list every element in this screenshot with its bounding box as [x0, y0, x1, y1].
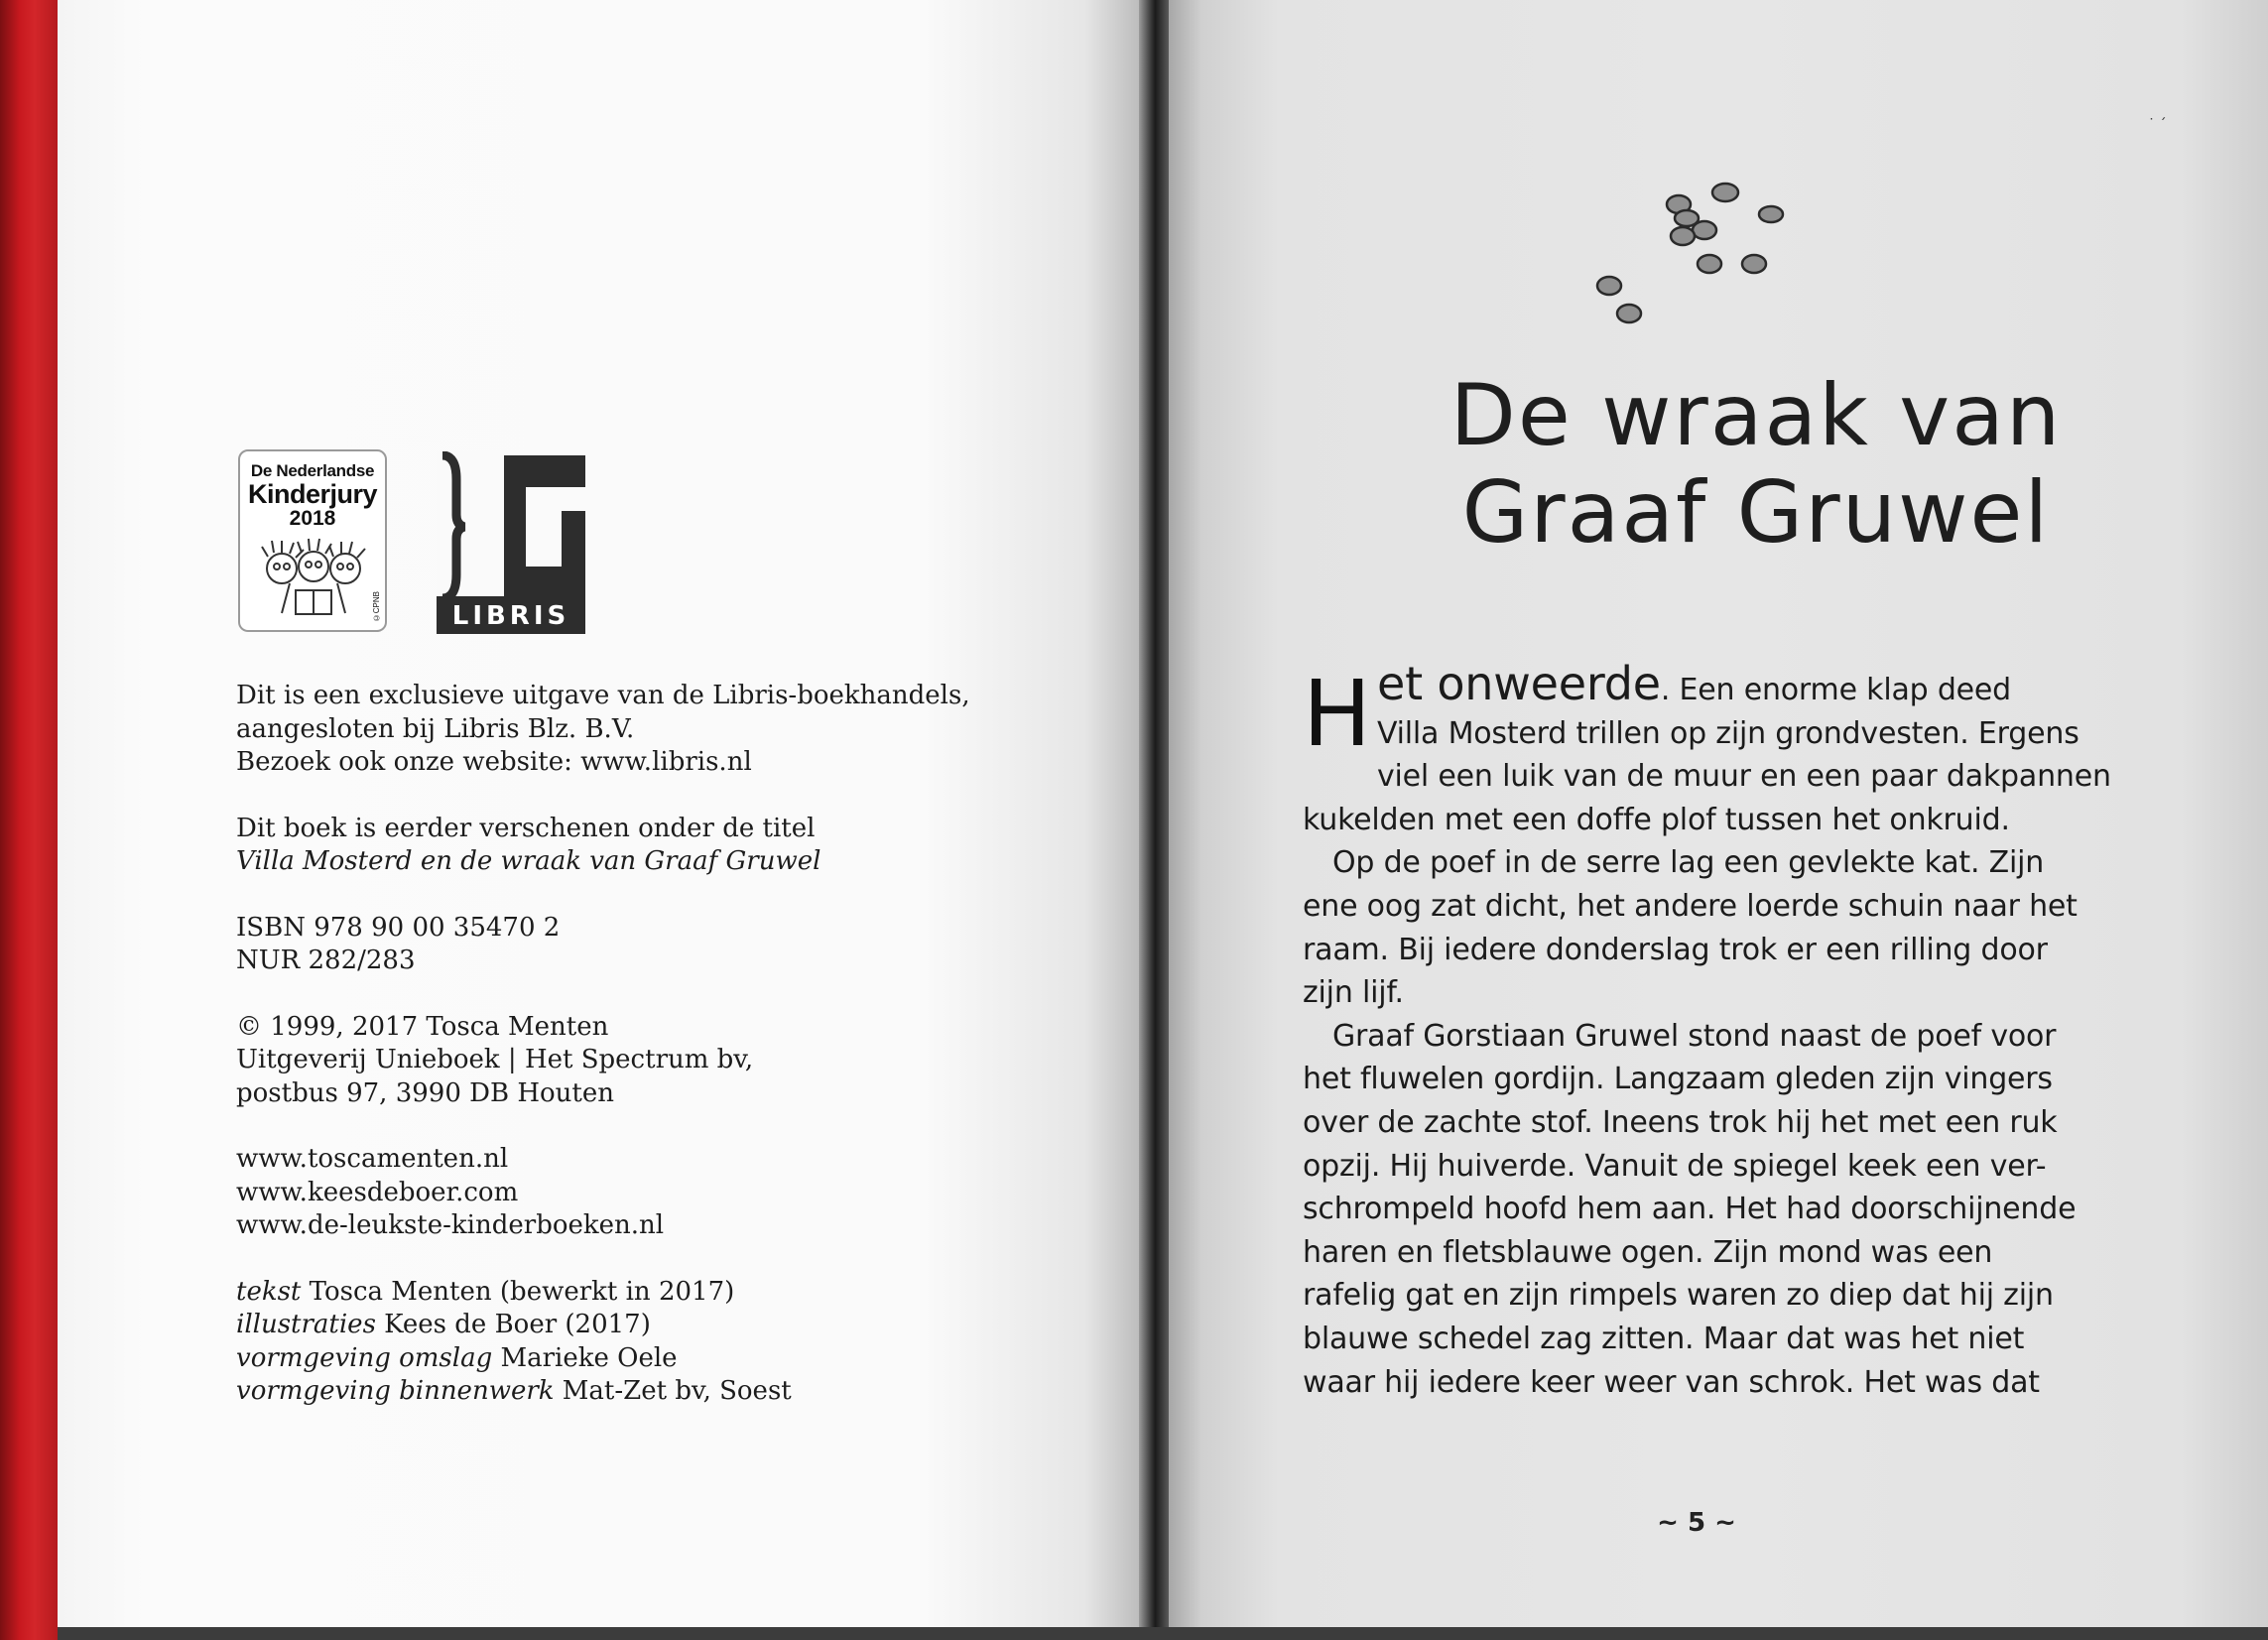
scan-specks: ˙ ˊ	[2148, 117, 2167, 133]
credit-role: illustraties	[236, 1310, 376, 1339]
body-line: over de zachte stof. Ineens trok hij het met een ruk	[1303, 1104, 2058, 1140]
dots-illustration-icon	[1587, 177, 1806, 335]
libris-wordmark: LIBRIS	[437, 596, 585, 634]
colophon-line: Bezoek ook onze website: www.libris.nl	[236, 747, 752, 777]
badge-line3: 2018	[289, 507, 336, 530]
drop-cap: H	[1303, 661, 1371, 767]
colophon-line: aangesloten bij Libris Blz. B.V.	[236, 713, 635, 744]
body-line: Op de poef in de serre lag een gevlekte kat. Zijn	[1332, 845, 2045, 881]
body-line: zijn lijf.	[1303, 975, 1404, 1011]
badge-copyright: ©CPNB	[372, 590, 381, 622]
body-line: opzij. Hij huiverde. Vanuit de spiegel keek een ver-	[1303, 1148, 2047, 1184]
credit-name: Mat-Zet bv, Soest	[562, 1376, 792, 1406]
colophon-line: Dit is een exclusieve uitgave van de Libris-boekhandels,	[236, 681, 970, 710]
body-line: ene oog zat dicht, het andere loerde schuin naar het	[1303, 888, 2078, 924]
body-line: raam. Bij iedere donderslag trok er een rilling door	[1303, 932, 2048, 967]
colophon-line: Dit boek is eerder verschenen onder de titel	[236, 813, 816, 843]
colophon-line: postbus 97, 3990 DB Houten	[236, 1077, 614, 1108]
body-line: het fluwelen gordijn. Langzaam gleden zijn vingers	[1303, 1062, 2053, 1097]
body-line: viel een luik van de muur en een paar dakpannen	[1376, 759, 2111, 795]
credit-role: vormgeving binnenwerk	[236, 1376, 555, 1406]
kids-faces-icon	[250, 529, 377, 620]
book-gutter	[1139, 0, 1169, 1640]
chapter-title	[1389, 367, 2123, 562]
credit-line	[236, 1375, 1030, 1409]
body-line	[1303, 657, 2116, 712]
body-line-text: . Een enorme klap deed	[1660, 673, 2012, 707]
chapter-body	[1303, 657, 2116, 1404]
body-line: schrompeld hoofd hem aan. Het had doorschijnende	[1303, 1192, 2077, 1227]
body-line: waar hij iedere keer weer van schrok. Het was dat	[1303, 1364, 2040, 1400]
publisher-info	[236, 680, 1030, 780]
book-cover-edge	[0, 0, 58, 1640]
body-line: rafelig gat en zijn rimpels waren zo diep dat hij zijn	[1303, 1278, 2054, 1314]
body-line: haren en fletsblauwe ogen. Zijn mond was een	[1303, 1234, 1993, 1270]
page-number: ~ 5 ~	[1657, 1508, 1736, 1538]
previous-title: Villa Mosterd en de wraak van Graaf Gruwel	[236, 846, 821, 876]
credits	[236, 1276, 1030, 1409]
website-url: www.keesdeboer.com	[236, 1177, 519, 1207]
body-line: Graaf Gorstiaan Gruwel stond naast de poef voor	[1332, 1018, 2057, 1054]
body-line: blauwe schedel zag zitten. Maar dat was het niet	[1303, 1321, 2025, 1356]
copyright-info	[236, 1011, 1030, 1111]
chapter-title-line1: De wraak van	[1449, 366, 2063, 465]
credit-name: Tosca Menten (bewerkt in 2017)	[309, 1276, 735, 1307]
chapter-title-line2: Graaf Gruwel	[1461, 463, 2051, 563]
nur-line: NUR 282/283	[236, 946, 416, 975]
isbn-info	[236, 912, 1030, 978]
credit-line	[236, 1309, 1030, 1342]
website-url: www.de-leukste-kinderboeken.nl	[236, 1210, 665, 1240]
libris-bracket-icon	[437, 451, 585, 596]
body-line: kukelden met een doffe plof tussen het onkruid.	[1303, 802, 2010, 837]
credit-line	[236, 1342, 1030, 1376]
scan-bottom-edge	[58, 1627, 2268, 1640]
website-url: www.toscamenten.nl	[236, 1144, 509, 1174]
previous-title-info	[236, 813, 1030, 879]
isbn-line: ISBN 978 90 00 35470 2	[236, 912, 561, 943]
colophon-line: © 1999, 2017 Tosca Menten	[236, 1011, 609, 1042]
colophon	[236, 680, 1030, 1442]
credit-name: Marieke Oele	[500, 1342, 678, 1373]
body-line: Villa Mosterd trillen op zijn grondvesten. Ergens	[1376, 715, 2079, 751]
website-list	[236, 1143, 1030, 1243]
lead-words: et onweerde	[1376, 657, 1661, 710]
colophon-line: Uitgeverij Unieboek | Het Spectrum bv,	[236, 1045, 754, 1074]
libris-logo	[437, 451, 585, 634]
credit-role: tekst	[236, 1276, 302, 1307]
badge-line2: Kinderjury	[247, 479, 378, 509]
credit-line	[236, 1276, 1030, 1310]
credit-role: vormgeving omslag	[236, 1342, 493, 1373]
kinderjury-badge	[238, 449, 387, 632]
badge-line1: De Nederlandse	[250, 461, 375, 480]
credit-name: Kees de Boer (2017)	[384, 1310, 651, 1339]
